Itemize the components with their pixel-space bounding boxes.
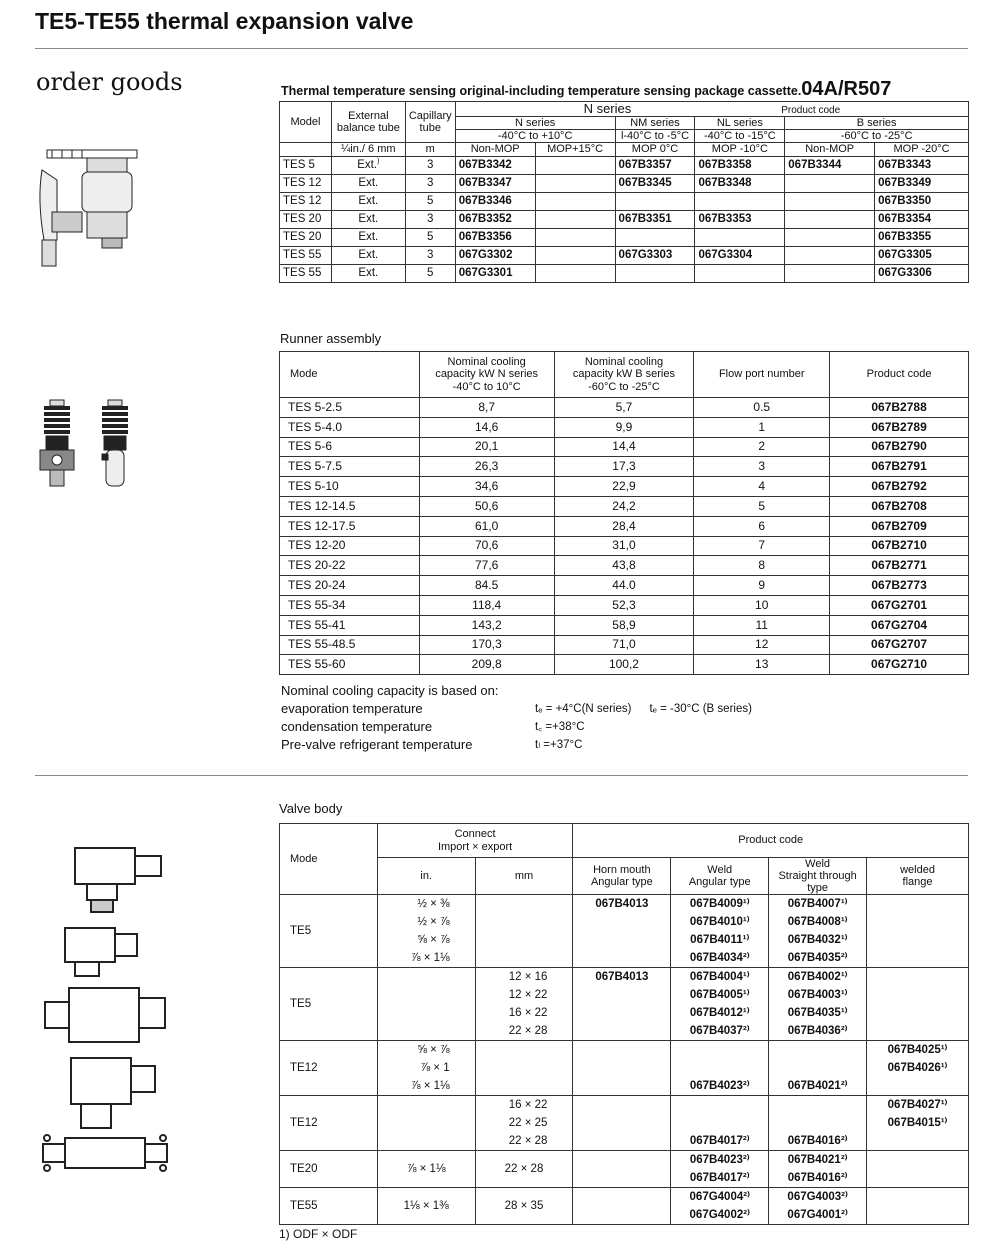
cell-line: 067G4003²⁾ — [787, 1191, 848, 1204]
table-cell: 067B3351 — [615, 210, 695, 228]
table-cell: 77,6 — [419, 556, 554, 576]
cell-line: 067B4002¹⁾ — [787, 971, 848, 984]
table-cell — [785, 228, 875, 246]
table-cell — [867, 1096, 969, 1151]
cell-line: 067B4017²⁾ — [689, 1135, 750, 1148]
cell-line: 067B4016²⁾ — [787, 1135, 848, 1148]
table-row — [280, 595, 969, 615]
table-cell: TES 12-17.5 — [280, 516, 420, 536]
table-cell: Ext. — [331, 228, 405, 246]
table-cell — [769, 895, 867, 968]
cell-line: 067B4015¹⁾ — [887, 1117, 948, 1130]
table-row — [280, 477, 969, 497]
table-cell — [615, 264, 695, 282]
table-cell — [615, 228, 695, 246]
table-cell: 067B3347 — [455, 174, 535, 192]
table-cell: 067B2709 — [830, 516, 969, 536]
table-cell: TES 12 — [280, 174, 332, 192]
table-cell: TES 20-22 — [280, 556, 420, 576]
table-cell: 067B3346 — [455, 192, 535, 210]
table-row — [280, 192, 969, 210]
table-cell — [695, 228, 785, 246]
table-cell: 50,6 — [419, 496, 554, 516]
cell-line: 067B4025¹⁾ — [887, 1044, 948, 1057]
cell-line — [674, 1059, 765, 1077]
table-cell — [867, 968, 969, 1041]
table-cell: TES 55-48.5 — [280, 635, 420, 655]
table-cell — [867, 895, 969, 968]
footnote: 1) ODF × ODF — [279, 1227, 358, 1241]
table-cell: 067B3356 — [455, 228, 535, 246]
table-cell: 067B2790 — [830, 437, 969, 457]
table-cell: 067G3302 — [455, 246, 535, 264]
table-cell — [785, 246, 875, 264]
valve-body-illustration-icon — [35, 840, 175, 1230]
table-cell: 24,2 — [554, 496, 694, 516]
page-title: TE5-TE55 thermal expansion valve — [35, 8, 414, 34]
cell-line: 067B4010¹⁾ — [689, 916, 750, 929]
table-cell — [475, 1096, 573, 1151]
table-cell: 84.5 — [419, 576, 554, 596]
cell-line: 067B4021²⁾ — [787, 1080, 848, 1093]
divider — [35, 775, 968, 776]
footnote-mark: ) — [377, 158, 380, 166]
table-cell — [475, 1041, 573, 1096]
cell-line: 067B4011¹⁾ — [690, 934, 750, 947]
table-row — [280, 968, 969, 1041]
table-cell: 067G2704 — [830, 615, 969, 635]
cell-line — [674, 1096, 765, 1114]
table-cell: 067B3357 — [615, 156, 695, 174]
note-line: Pre-valve refrigerant temperature — [281, 737, 473, 752]
table-cell: 44.0 — [554, 576, 694, 596]
table-cell: 2 — [694, 437, 830, 457]
table-cell — [377, 968, 475, 1041]
note-line: evaporation temperature — [281, 701, 423, 716]
table-cell — [535, 156, 615, 174]
cell-line: ⅝ × ⅞ — [417, 934, 450, 947]
cell-line: 067B4005¹⁾ — [689, 989, 750, 1002]
valve-body-table: Mode Connect Import × export Product code in. mm Horn mouth Angular type Weld Angular type Weld Straight through type welded flange TE5 ½ × ⅜ ½ × ⅞ ⅝ × ⅞ ⅞ × 1⅛ 067B4013 067B4009¹⁾ 067B4010¹⁾ 067B4011¹⁾ 067B4034²⁾ 067B4007¹⁾ 067B4008¹⁾ 067B4032¹⁾ 067B4035²⁾ TE5 12 × 16 12 × 22 16 × 22 22 × 28 067B4013 067B4004¹⁾ 067B4005¹⁾ 067B4012¹⁾ 067B4037²⁾ 067B4002¹⁾ 067B4003¹⁾ 067B4035¹⁾ 067B4036²⁾ TE12 ⅝ × ⅞ ⅞ × 1 ⅞ × 1⅛ 067B4023²⁾ 067B4021²⁾ 067B4025¹⁾ 067B4026¹⁾ TE12 16 × 22 22 × 25 22 × 28 067B4017²⁾ 067B4016²⁾ 067B4027¹⁾ 067B4015¹⁾ TE20 ⅞ × 1⅛ 22 × 28 067B4023²⁾ 067B4017²⁾ 067B4021²⁾ 067B4016²⁾ TE55 1⅛ × 1⅜ 28 × 35 067G4004²⁾ 067G4002²⁾ 067G4003²⁾ 067G4001²⁾ — [279, 823, 969, 1225]
table-cell: TES 5-6 — [280, 437, 420, 457]
cell-line: ½ × ⅞ — [417, 916, 450, 929]
table-cell: 118,4 — [419, 595, 554, 615]
runner-assembly-title: Runner assembly — [280, 331, 382, 346]
cell-line: ⅞ × 1 — [420, 1062, 450, 1075]
table-cell: 9 — [694, 576, 830, 596]
table-cell: 067B3343 — [875, 156, 969, 174]
table-cell: 61,0 — [419, 516, 554, 536]
cell-line: 067B4003¹⁾ — [787, 989, 848, 1002]
table-cell: Ext. — [331, 210, 405, 228]
table-cell: 067G3301 — [455, 264, 535, 282]
table-cell: 067G2707 — [830, 635, 969, 655]
table-cell: 9,9 — [554, 417, 694, 437]
divider — [35, 48, 968, 49]
table-cell: TES 12-14.5 — [280, 496, 420, 516]
table-cell: 1 — [694, 417, 830, 437]
table-cell: 067G3304 — [695, 246, 785, 264]
table-cell — [769, 1096, 867, 1151]
thermal-valve-table: Model External balance tube Capillary tube N series Product code N series NM series NL series B series -40°C to +10°C l-40°C to -5°C -40°C to -15°C -60°C to -25°C ¼in./ 6 mm m Non-MOP MOP+15°C MOP 0°C MOP -10°C Non-MOP MOP -20°C TES 5 Ext.) 3 067B3342 067B3357 067B3358 067B3344 067B3343 TES 12 Ext. 3 067B3347 067B3345 067B3348 067B3349 TES 12 Ext. 5 067B3346 067B3350 TES 20 Ext. 3 067B3352 067B3351 067B3353 067B3354 TES 20 Ext. 5 067B3356 067B3355 TES 55 Ext. 3 067G3302 067G3303 067G3304 067G3305 TES 55 Ext. 5 067G3301 067G3306 — [279, 101, 969, 283]
table-cell: 17,3 — [554, 457, 694, 477]
table-cell — [769, 1041, 867, 1096]
table-cell — [573, 1188, 671, 1225]
table-cell: 10 — [694, 595, 830, 615]
cell-line: 067B4017²⁾ — [689, 1172, 750, 1185]
table-cell: 067B3349 — [875, 174, 969, 192]
cell-line: 067B4013 — [595, 898, 649, 911]
cell-line: 12 × 16 — [508, 971, 548, 984]
table-row — [280, 895, 969, 968]
table-cell: TES 5-4.0 — [280, 417, 420, 437]
table-cell: 70,6 — [419, 536, 554, 556]
table-cell: 067B2792 — [830, 477, 969, 497]
note-value: tₑ = +4°C(N series) — [535, 703, 632, 715]
table-cell — [671, 1041, 769, 1096]
table-cell: 067B2710 — [830, 536, 969, 556]
table-row — [280, 174, 969, 192]
runner-assembly-illustration-icon — [30, 398, 140, 493]
table-cell: 11 — [694, 615, 830, 635]
table-cell: 067B2708 — [830, 496, 969, 516]
cell-line: ⅞ × 1⅛ — [406, 1163, 446, 1176]
table-row — [280, 210, 969, 228]
table-cell: 71,0 — [554, 635, 694, 655]
table-cell: 22,9 — [554, 477, 694, 497]
table-cell: TES 12-20 — [280, 536, 420, 556]
table1-title: Thermal temperature sensing original-including temperature sensing package cassette.04A/R507 — [281, 78, 892, 100]
table-cell: TES 5 — [280, 156, 332, 174]
table-cell: 8 — [694, 556, 830, 576]
table-cell — [671, 895, 769, 968]
table-cell — [535, 264, 615, 282]
table-cell — [785, 264, 875, 282]
table-cell: 067B2771 — [830, 556, 969, 576]
table-row — [280, 536, 969, 556]
table-cell — [867, 1151, 969, 1188]
table-cell: 43,8 — [554, 556, 694, 576]
cell-line: 067B4037²⁾ — [689, 1025, 750, 1038]
table-cell: TES 12 — [280, 192, 332, 210]
cell-line: 22 × 25 — [508, 1117, 548, 1130]
table-row — [280, 615, 969, 635]
cell-line: 067G4002²⁾ — [689, 1209, 750, 1222]
table-cell — [785, 210, 875, 228]
table-cell — [573, 895, 671, 968]
table-cell: TES 5-10 — [280, 477, 420, 497]
cell-line: 067B4009¹⁾ — [689, 898, 750, 911]
table-cell — [535, 192, 615, 210]
table-cell: 067B2791 — [830, 457, 969, 477]
table-cell: TE12 — [280, 1041, 378, 1096]
table-row — [280, 437, 969, 457]
cell-line: 28 × 35 — [504, 1200, 544, 1213]
table-row — [280, 398, 969, 418]
table-cell: 067B3353 — [695, 210, 785, 228]
table-cell: 7 — [694, 536, 830, 556]
table-cell: 0.5 — [694, 398, 830, 418]
table-cell: 067G2701 — [830, 595, 969, 615]
table-cell: 5,7 — [554, 398, 694, 418]
table-cell: TE12 — [280, 1096, 378, 1151]
table-cell — [671, 1188, 769, 1225]
table-row — [280, 556, 969, 576]
table-cell: TES 55-34 — [280, 595, 420, 615]
notes-block — [281, 682, 499, 754]
table-cell — [785, 174, 875, 192]
table-cell: 3 — [405, 210, 455, 228]
cell-line: 067B4032¹⁾ — [787, 934, 848, 947]
table-row — [280, 516, 969, 536]
table-cell — [769, 1188, 867, 1225]
table-cell — [695, 264, 785, 282]
table-cell — [377, 1096, 475, 1151]
table-cell: 067G2710 — [830, 655, 969, 675]
table-cell — [377, 1151, 475, 1188]
cell-line: 067G4001²⁾ — [787, 1209, 848, 1222]
table-row — [280, 1041, 969, 1096]
table-cell: 067B2789 — [830, 417, 969, 437]
cell-line: 22 × 28 — [508, 1025, 548, 1038]
table-cell: 31,0 — [554, 536, 694, 556]
table-cell: TES 20 — [280, 228, 332, 246]
table-cell — [573, 1151, 671, 1188]
note-line: Nominal cooling capacity is based on: — [281, 683, 499, 698]
table-cell: 067B2788 — [830, 398, 969, 418]
table-row — [280, 228, 969, 246]
table-cell: TE5 — [280, 968, 378, 1041]
table-cell — [769, 968, 867, 1041]
table-cell: 067B3358 — [695, 156, 785, 174]
table-cell: TES 20-24 — [280, 576, 420, 596]
table-cell: 209,8 — [419, 655, 554, 675]
cell-line: 067B4023²⁾ — [689, 1080, 750, 1093]
cell-line: 067B4012¹⁾ — [689, 1007, 750, 1020]
note-value: tₗ =+37°C — [535, 739, 583, 751]
table-cell: 34,6 — [419, 477, 554, 497]
cell-line: 067B4035²⁾ — [787, 952, 848, 965]
table-cell — [377, 1188, 475, 1225]
cell-line: 1⅛ × 1⅜ — [403, 1200, 449, 1213]
cell-line: 067B4013 — [595, 971, 649, 984]
table-cell: TES 5-2.5 — [280, 398, 420, 418]
cell-line: 067B4008¹⁾ — [787, 916, 848, 929]
order-goods-heading: order goods — [36, 68, 183, 96]
cell-line: 067B4023²⁾ — [689, 1154, 750, 1167]
runner-assembly-table: Mode Nominal cooling capacity kW N series -40°C to 10°C Nominal cooling capacity kW B series -60°C to -25°C Flow port number Product code TES 5-2.5 8,7 5,7 0.5 067B2788 TES 5-4.0 14,6 9,9 1 067B2789 TES 5-6 20,1 14,4 2 067B2790 TES 5-7.5 26,3 17,3 3 067B2791 TES 5-10 34,6 22,9 4 067B2792 TES 12-14.5 50,6 24,2 5 067B2708 TES 12-17.5 61,0 28,4 6 067B2709 TES 12-20 70,6 31,0 7 067B2710 TES 20-22 77,6 43,8 8 067B2771 TES 20-24 84.5 44.0 9 067B2773 TES 55-34 118,4 52,3 10 067G2701 TES 55-41 143,2 58,9 11 067G2704 TES 55-48.5 170,3 71,0 12 067G2707 TES 55-60 209,8 100,2 13 067G2710 — [279, 351, 969, 675]
table-row — [280, 246, 969, 264]
table-row — [280, 417, 969, 437]
table-cell: 28,4 — [554, 516, 694, 536]
table-cell — [475, 895, 573, 968]
cell-line: 067B4021²⁾ — [787, 1154, 848, 1167]
table-cell: 3 — [694, 457, 830, 477]
table-cell: TES 20 — [280, 210, 332, 228]
table-cell: 067G3306 — [875, 264, 969, 282]
table-cell — [671, 968, 769, 1041]
table-cell — [615, 192, 695, 210]
table-cell: Ext. — [331, 264, 405, 282]
table-cell: 3 — [405, 156, 455, 174]
cell-line — [772, 1114, 863, 1132]
table-cell: 067G3305 — [875, 246, 969, 264]
table-cell: 14,6 — [419, 417, 554, 437]
note-value: t꜀ =+38°C — [535, 721, 585, 733]
table-cell: TES 55-60 — [280, 655, 420, 675]
table-cell: 58,9 — [554, 615, 694, 635]
table-cell: 20,1 — [419, 437, 554, 457]
table-cell: 067B3354 — [875, 210, 969, 228]
table-cell: 4 — [694, 477, 830, 497]
table-cell: 5 — [405, 228, 455, 246]
table-cell: 170,3 — [419, 635, 554, 655]
table-cell — [475, 1151, 573, 1188]
notes-values — [535, 700, 752, 754]
table-row — [280, 457, 969, 477]
table-cell: 8,7 — [419, 398, 554, 418]
table-cell: 067B3345 — [615, 174, 695, 192]
table-cell: 067B3344 — [785, 156, 875, 174]
cell-line: ⅝ × ⅞ — [417, 1044, 450, 1057]
table-cell: Ext. — [331, 174, 405, 192]
table-cell — [867, 1041, 969, 1096]
table-cell — [785, 192, 875, 210]
cell-line — [772, 1096, 863, 1114]
cell-line — [772, 1059, 863, 1077]
cell-line — [674, 1041, 765, 1059]
table-cell — [573, 1096, 671, 1151]
note-value: tₑ = -30°C (B series) — [649, 703, 752, 715]
cell-line: 067B4036²⁾ — [787, 1025, 848, 1038]
cell-line: 067B4035¹⁾ — [787, 1007, 848, 1020]
table-row — [280, 655, 969, 675]
table-cell: 3 — [405, 174, 455, 192]
cell-line: 067G4004²⁾ — [689, 1191, 750, 1204]
table-cell: 52,3 — [554, 595, 694, 615]
table-cell — [475, 1188, 573, 1225]
table-cell: TE55 — [280, 1188, 378, 1225]
table-row — [280, 1151, 969, 1188]
thermal-expansion-valve-illustration-icon — [32, 140, 142, 270]
cell-line: 067B4007¹⁾ — [787, 898, 848, 911]
table-cell: 5 — [405, 264, 455, 282]
table-row — [280, 1188, 969, 1225]
table-cell: 143,2 — [419, 615, 554, 635]
table-cell: TES 55-41 — [280, 615, 420, 635]
table-cell — [535, 210, 615, 228]
table-row — [280, 264, 969, 282]
table-cell — [377, 895, 475, 968]
table-cell: 100,2 — [554, 655, 694, 675]
table-cell — [867, 1188, 969, 1225]
table-cell: 5 — [694, 496, 830, 516]
table-cell — [377, 1041, 475, 1096]
cell-line: ⅞ × 1⅛ — [410, 952, 450, 965]
table-row — [280, 156, 969, 174]
table-cell — [671, 1151, 769, 1188]
cell-line: 067B4034²⁾ — [689, 952, 750, 965]
table-cell: Ext. — [331, 246, 405, 264]
table-cell: TE5 — [280, 895, 378, 968]
table-cell: TES 55 — [280, 264, 332, 282]
table-cell: 3 — [405, 246, 455, 264]
table-cell — [573, 968, 671, 1041]
table-cell: 26,3 — [419, 457, 554, 477]
table-cell: 067B3352 — [455, 210, 535, 228]
cell-line: 067B4027¹⁾ — [887, 1099, 948, 1112]
table-cell — [573, 1041, 671, 1096]
cell-line: ⅞ × 1⅛ — [410, 1080, 450, 1093]
table-row — [280, 1096, 969, 1151]
table-cell — [475, 968, 573, 1041]
table-cell: 067B3355 — [875, 228, 969, 246]
cell-line: 16 × 22 — [508, 1099, 548, 1112]
table-cell — [695, 192, 785, 210]
cell-line: 16 × 22 — [508, 1007, 548, 1020]
table-cell: 067B3348 — [695, 174, 785, 192]
cell-line: ½ × ⅜ — [417, 898, 450, 911]
cell-line: 12 × 22 — [508, 989, 548, 1002]
table-cell — [535, 174, 615, 192]
table-cell: 5 — [405, 192, 455, 210]
table-cell: 067B3342 — [455, 156, 535, 174]
table-cell — [769, 1151, 867, 1188]
table-row — [280, 576, 969, 596]
cell-line — [772, 1041, 863, 1059]
table-row — [280, 496, 969, 516]
table-cell — [671, 1096, 769, 1151]
table-cell: TES 5-7.5 — [280, 457, 420, 477]
table-cell: 14,4 — [554, 437, 694, 457]
table-cell: 067B2773 — [830, 576, 969, 596]
table-cell — [535, 246, 615, 264]
table-cell: 067G3303 — [615, 246, 695, 264]
note-line: condensation temperature — [281, 719, 433, 734]
cell-line: 067B4004¹⁾ — [689, 971, 750, 984]
table-cell — [535, 228, 615, 246]
table-cell: Ext.) — [331, 156, 405, 174]
table-cell: 12 — [694, 635, 830, 655]
table-cell: 6 — [694, 516, 830, 536]
cell-line — [674, 1114, 765, 1132]
table-cell: 067B3350 — [875, 192, 969, 210]
valve-body-title: Valve body — [279, 801, 343, 816]
table-cell: 13 — [694, 655, 830, 675]
cell-line: 067B4026¹⁾ — [887, 1062, 948, 1075]
cell-line: 22 × 28 — [508, 1135, 548, 1148]
table-cell: TES 55 — [280, 246, 332, 264]
table-row — [280, 635, 969, 655]
table-cell: TE20 — [280, 1151, 378, 1188]
cell-line: 22 × 28 — [504, 1163, 544, 1176]
cell-line: 067B4016²⁾ — [787, 1172, 848, 1185]
table-cell: Ext. — [331, 192, 405, 210]
